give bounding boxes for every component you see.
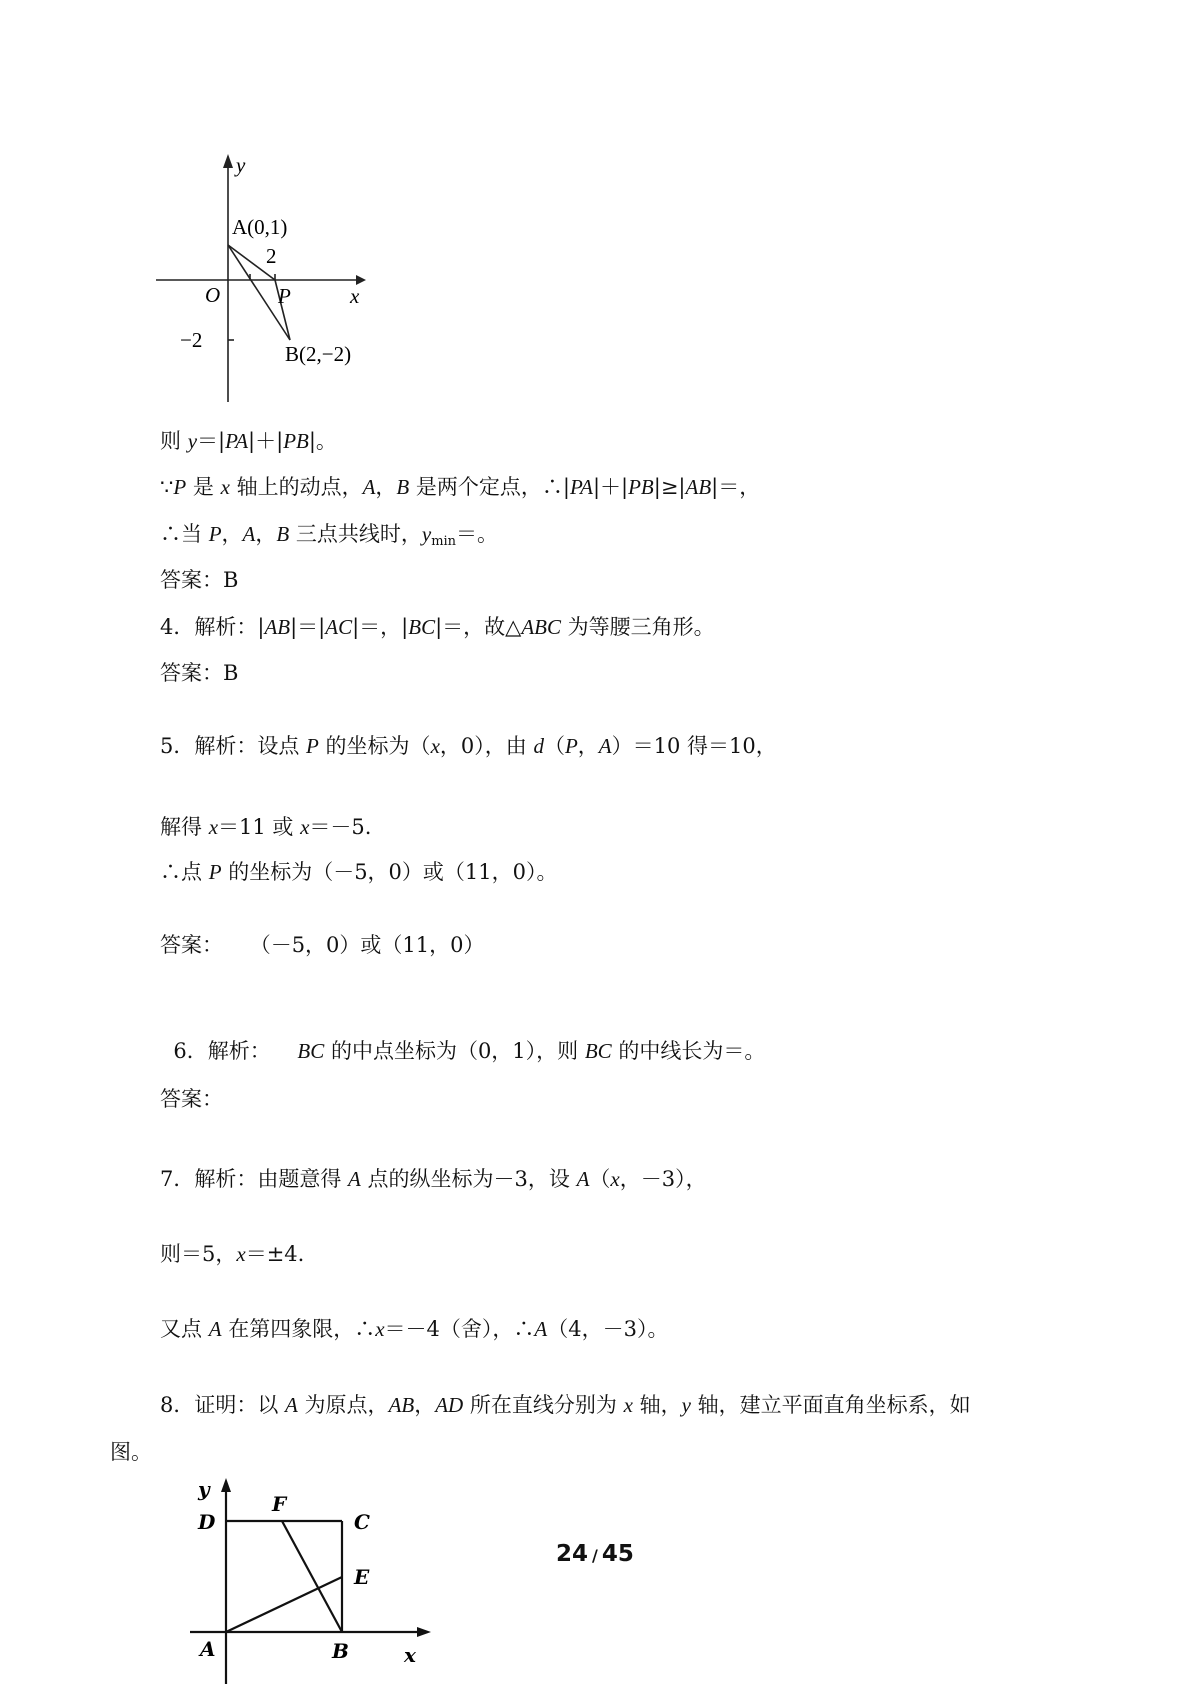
text-line-10	[160, 1239, 304, 1269]
var: BC	[297, 1039, 325, 1063]
text: |≥|	[653, 475, 686, 499]
text: 是两个定点，∴|	[409, 475, 570, 499]
axis-y-label: y	[236, 153, 246, 177]
fig2-label-a: A	[200, 1637, 216, 1661]
var: A	[576, 1167, 590, 1191]
text: 5．解析：设点	[160, 734, 307, 758]
text-line-11	[160, 1314, 668, 1344]
tick-2-label: 2	[266, 244, 277, 268]
text: ＝±4.	[245, 1242, 305, 1266]
var: A	[208, 1317, 222, 1341]
var: AB	[264, 615, 291, 639]
text-line-4	[160, 612, 715, 642]
text: 的中点坐标为（0，1），则	[324, 1039, 585, 1063]
var: x	[300, 815, 310, 839]
origin-label: O	[205, 283, 221, 307]
text: |＝|	[290, 615, 326, 639]
text: 是	[186, 475, 221, 499]
text-line-3	[160, 519, 498, 553]
text: 三点共线时，	[289, 522, 422, 546]
text: （4，－3）。	[547, 1317, 669, 1341]
var: x	[430, 734, 440, 758]
var-y: y	[187, 429, 198, 453]
var: B	[396, 475, 410, 499]
fig2-label-b: B	[332, 1639, 349, 1663]
var: ABC	[521, 615, 561, 639]
text: ，	[255, 522, 277, 546]
axis-x-label: x	[350, 284, 360, 308]
text: 为原点，	[297, 1393, 389, 1417]
var: y	[421, 522, 432, 546]
text: 轴上的动点，	[229, 475, 363, 499]
text: ＝－4（舍），∴	[384, 1317, 535, 1341]
coordinate-figure-1	[150, 150, 380, 410]
answer-line-4: 答案：	[160, 1087, 223, 1111]
text-line-1	[160, 426, 337, 456]
var: y	[681, 1393, 691, 1417]
text: ∵	[160, 475, 174, 499]
text: 的中线长为＝。	[611, 1039, 766, 1063]
text: |＝，	[711, 475, 761, 499]
var: P	[564, 734, 578, 758]
text: ＝11 或	[218, 815, 301, 839]
text: ，	[414, 1393, 436, 1417]
text: （	[543, 734, 565, 758]
text-line-13: 图。	[110, 1440, 152, 1464]
var: AB	[388, 1393, 415, 1417]
var: AC	[325, 615, 353, 639]
text: ，	[577, 734, 599, 758]
text: 7．解析：由题意得	[160, 1167, 349, 1191]
answer-line-1: 答案：B	[160, 568, 239, 592]
text: 点的纵坐标为－3，设	[360, 1167, 577, 1191]
var: P	[208, 522, 222, 546]
text: 则	[160, 429, 188, 453]
text: 所在直线分别为	[463, 1393, 624, 1417]
text: 在第四象限，∴	[221, 1317, 376, 1341]
var: B	[276, 522, 290, 546]
fig2-label-f: F	[272, 1492, 287, 1516]
var: A	[242, 522, 256, 546]
text: ∴当	[160, 522, 209, 546]
text: 则＝5，	[160, 1242, 237, 1266]
text-line-5	[160, 731, 777, 761]
text: 6．解析：	[173, 1039, 298, 1063]
text: 解得	[160, 815, 209, 839]
var: x	[236, 1242, 246, 1266]
var: x	[623, 1393, 633, 1417]
text-line-8	[160, 1006, 765, 1066]
text: ＝|	[197, 429, 226, 453]
var: BC	[584, 1039, 612, 1063]
text: |＝，故△	[435, 615, 522, 639]
text: ＝－5.	[309, 815, 372, 839]
var: x	[208, 815, 219, 839]
page-total: 45	[601, 1541, 634, 1567]
text: |＝，|	[352, 615, 409, 639]
text: ∴点	[160, 860, 209, 884]
point-p-label: P	[278, 284, 291, 308]
point-b-label: B(2,−2)	[285, 342, 352, 366]
var: A	[348, 1167, 361, 1191]
var: AB	[685, 475, 712, 499]
fig2-label-x: x	[404, 1643, 416, 1667]
text: ，0），由	[439, 734, 534, 758]
var-pb: PB	[283, 429, 309, 453]
var: A	[598, 734, 612, 758]
text-line-9	[160, 1164, 707, 1194]
answer-line-2: 答案：B	[160, 661, 239, 685]
text-line-6	[160, 812, 371, 842]
point-a-label: A(0,1)	[232, 215, 288, 239]
fig2-label-e: E	[354, 1565, 370, 1589]
var: x	[220, 475, 230, 499]
text: ，	[221, 522, 243, 546]
text: ，－3），	[619, 1167, 707, 1191]
var: P	[208, 860, 222, 884]
var: A	[285, 1393, 298, 1417]
square-figure-2	[190, 1476, 435, 1684]
var-pa: PA	[225, 429, 249, 453]
text-line-2	[160, 472, 760, 502]
text-line-12	[160, 1390, 971, 1420]
text-line-7	[160, 857, 558, 887]
var: P	[306, 734, 319, 758]
page-separator: /	[592, 1546, 598, 1565]
page-number	[556, 1541, 634, 1567]
var: x	[610, 1167, 620, 1191]
var: PA	[569, 475, 593, 499]
fig2-label-c: C	[354, 1510, 370, 1534]
text: ）＝10 得＝10，	[611, 734, 777, 758]
page-current: 24	[556, 1541, 589, 1567]
var: x	[375, 1317, 385, 1341]
text: 又点	[160, 1317, 209, 1341]
text: 为等腰三角形。	[561, 615, 715, 639]
var: BC	[408, 615, 436, 639]
text: 的坐标为（－5，0）或（11，0）。	[221, 860, 558, 884]
text: 8．证明：以	[160, 1393, 286, 1417]
var: AD	[435, 1393, 464, 1417]
tick-neg2-label: −2	[180, 328, 203, 352]
text: |＋|	[248, 429, 284, 453]
fig2-label-d: D	[198, 1510, 216, 1534]
text: |。	[308, 429, 337, 453]
text: 4．解析：|	[160, 615, 265, 639]
var: P	[173, 475, 187, 499]
var: A	[362, 475, 376, 499]
fig2-label-y: y	[198, 1477, 210, 1501]
text: 轴，建立平面直角坐标系，如	[690, 1393, 971, 1417]
answer-line-3: 答案： （－5，0）或（11，0）	[160, 933, 485, 957]
text: 轴，	[632, 1393, 682, 1417]
text: ，	[375, 475, 397, 499]
var: d	[533, 734, 544, 758]
text: 的坐标为（	[318, 734, 431, 758]
var: PB	[628, 475, 654, 499]
text: ＝。	[456, 522, 499, 546]
var: A	[534, 1317, 548, 1341]
text: |＋|	[592, 475, 629, 499]
text: （	[589, 1167, 611, 1191]
subscript: min	[431, 534, 457, 549]
